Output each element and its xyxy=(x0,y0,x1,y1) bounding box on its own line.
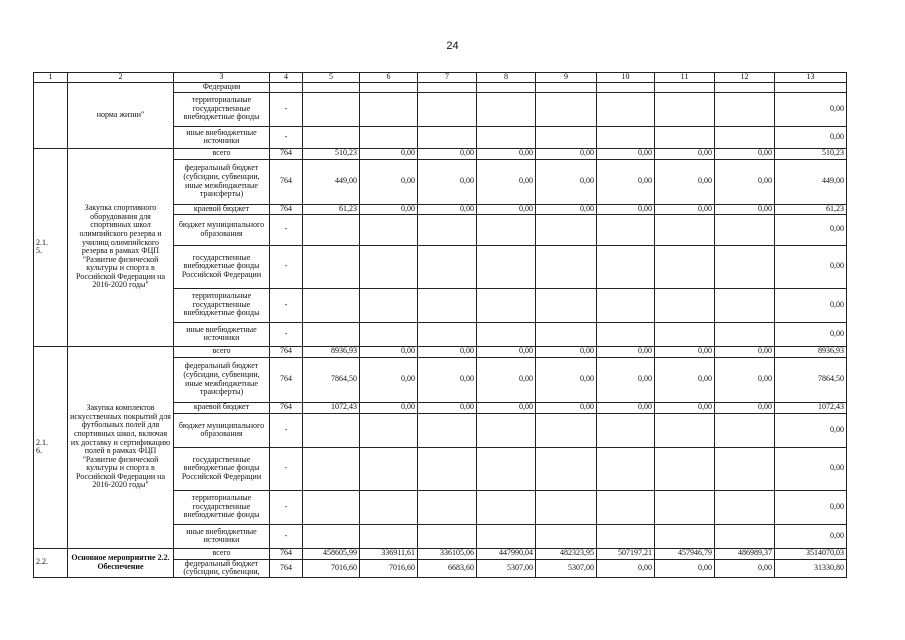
value-cell xyxy=(477,126,536,148)
value-cell xyxy=(303,245,360,288)
value-cell: 7016,60 xyxy=(303,559,360,577)
value-cell: 0,00 xyxy=(655,346,715,357)
total-cell: 510,23 xyxy=(775,148,847,159)
code: 764 xyxy=(270,148,303,159)
funding-source: федеральный бюджет (субсидии, субвенции, иные межбюджетные трансферты) xyxy=(174,357,270,402)
value-cell xyxy=(655,245,715,288)
table-row xyxy=(34,548,847,559)
code: - xyxy=(270,126,303,148)
value-cell xyxy=(477,447,536,490)
code: 764 xyxy=(270,204,303,214)
code: - xyxy=(270,92,303,126)
value-cell xyxy=(597,245,655,288)
funding-source: краевой бюджет xyxy=(174,204,270,214)
code: - xyxy=(270,214,303,245)
value-cell: 0,00 xyxy=(655,148,715,159)
total-cell: 0,00 xyxy=(775,413,847,447)
value-cell xyxy=(418,322,477,346)
funding-source: всего xyxy=(174,548,270,559)
value-cell xyxy=(715,447,775,490)
value-cell: 0,00 xyxy=(418,346,477,357)
value-cell: 7016,60 xyxy=(360,559,418,577)
funding-source: иные внебюджетные источники xyxy=(174,126,270,148)
code: - xyxy=(270,413,303,447)
value-cell xyxy=(536,322,597,346)
value-cell xyxy=(655,214,715,245)
total-cell: 0,00 xyxy=(775,214,847,245)
value-cell: 0,00 xyxy=(655,402,715,413)
value-cell: 457946,79 xyxy=(655,548,715,559)
value-cell: 0,00 xyxy=(360,159,418,204)
column-number: 13 xyxy=(775,73,847,83)
value-cell xyxy=(715,490,775,524)
value-cell xyxy=(715,83,775,93)
value-cell xyxy=(477,214,536,245)
value-cell xyxy=(536,214,597,245)
value-cell xyxy=(360,447,418,490)
item-name: Закупка спортивного оборудования для спортивных школ олимпийского резерва и училищ олимпийского резерва в рамках ФЦП "Развитие физической культуры и спорта в Российской Федерации на 2016-2020 годы" xyxy=(68,148,174,346)
value-cell: 0,00 xyxy=(655,159,715,204)
value-cell xyxy=(360,524,418,548)
value-cell xyxy=(360,83,418,93)
code: 764 xyxy=(270,159,303,204)
value-cell xyxy=(536,413,597,447)
item-name: Закупка комплектов искусственных покрытий для футбольных полей для спортивных школ, включая их доставку и сертификацию полей в рамках ФЦП "Развитие физической культуры и спорта в Российской Федерации на 2016-2020 годы" xyxy=(68,346,174,548)
value-cell: 0,00 xyxy=(597,204,655,214)
funding-source: бюджет муниципального образования xyxy=(174,413,270,447)
code: 764 xyxy=(270,548,303,559)
value-cell: 7864,50 xyxy=(303,357,360,402)
value-cell: 0,00 xyxy=(477,204,536,214)
value-cell xyxy=(655,92,715,126)
value-cell: 486989,37 xyxy=(715,548,775,559)
column-number: 11 xyxy=(655,73,715,83)
value-cell: 0,00 xyxy=(418,204,477,214)
code: - xyxy=(270,288,303,322)
value-cell xyxy=(597,126,655,148)
value-cell: 0,00 xyxy=(360,346,418,357)
value-cell: 0,00 xyxy=(715,357,775,402)
funding-source: государственные внебюджетные фонды Российской Федерации xyxy=(174,245,270,288)
funding-source: территориальные государственные внебюджетные фонды xyxy=(174,288,270,322)
table-row xyxy=(34,346,847,357)
value-cell: 0,00 xyxy=(477,159,536,204)
table-row xyxy=(34,148,847,159)
value-cell: 449,00 xyxy=(303,159,360,204)
value-cell xyxy=(655,83,715,93)
budget-table xyxy=(33,72,847,578)
value-cell: 0,00 xyxy=(597,159,655,204)
value-cell xyxy=(655,288,715,322)
total-cell: 449,00 xyxy=(775,159,847,204)
value-cell xyxy=(360,245,418,288)
value-cell xyxy=(360,322,418,346)
funding-source: территориальные государственные внебюджетные фонды xyxy=(174,92,270,126)
total-cell: 0,00 xyxy=(775,322,847,346)
value-cell: 482323,95 xyxy=(536,548,597,559)
value-cell xyxy=(477,322,536,346)
total-cell: 8936,93 xyxy=(775,346,847,357)
value-cell: 510,23 xyxy=(303,148,360,159)
value-cell xyxy=(303,490,360,524)
value-cell xyxy=(715,214,775,245)
value-cell xyxy=(303,126,360,148)
value-cell xyxy=(303,322,360,346)
value-cell: 0,00 xyxy=(536,204,597,214)
column-number: 12 xyxy=(715,73,775,83)
code: - xyxy=(270,245,303,288)
value-cell xyxy=(360,490,418,524)
value-cell xyxy=(418,447,477,490)
value-cell xyxy=(597,83,655,93)
item-number: 2.2. xyxy=(34,548,68,577)
value-cell: 0,00 xyxy=(360,357,418,402)
column-number: 2 xyxy=(68,73,174,83)
code: 764 xyxy=(270,357,303,402)
column-number: 3 xyxy=(174,73,270,83)
value-cell: 0,00 xyxy=(655,357,715,402)
column-number: 7 xyxy=(418,73,477,83)
value-cell: 336911,61 xyxy=(360,548,418,559)
value-cell xyxy=(715,524,775,548)
funding-source: бюджет муниципального образования xyxy=(174,214,270,245)
column-number: 5 xyxy=(303,73,360,83)
value-cell xyxy=(536,524,597,548)
column-number: 1 xyxy=(34,73,68,83)
value-cell: 5307,00 xyxy=(536,559,597,577)
value-cell: 0,00 xyxy=(536,346,597,357)
value-cell: 0,00 xyxy=(715,159,775,204)
value-cell xyxy=(418,245,477,288)
code: - xyxy=(270,322,303,346)
value-cell xyxy=(418,83,477,93)
value-cell: 61,23 xyxy=(303,204,360,214)
value-cell xyxy=(418,490,477,524)
total-cell: 0,00 xyxy=(775,92,847,126)
total-cell: 0,00 xyxy=(775,490,847,524)
value-cell xyxy=(536,288,597,322)
value-cell xyxy=(303,92,360,126)
value-cell xyxy=(655,524,715,548)
value-cell: 0,00 xyxy=(536,148,597,159)
code: 764 xyxy=(270,346,303,357)
value-cell: 0,00 xyxy=(597,559,655,577)
funding-source: всего xyxy=(174,148,270,159)
value-cell xyxy=(715,413,775,447)
value-cell: 0,00 xyxy=(418,148,477,159)
value-cell: 0,00 xyxy=(715,346,775,357)
value-cell xyxy=(597,524,655,548)
value-cell: 0,00 xyxy=(715,402,775,413)
funding-source: иные внебюджетные источники xyxy=(174,524,270,548)
funding-source: Федерации xyxy=(174,83,270,93)
value-cell xyxy=(303,524,360,548)
value-cell xyxy=(360,126,418,148)
value-cell xyxy=(536,490,597,524)
value-cell xyxy=(597,413,655,447)
value-cell: 0,00 xyxy=(477,402,536,413)
value-cell xyxy=(536,245,597,288)
value-cell: 0,00 xyxy=(360,204,418,214)
value-cell xyxy=(655,490,715,524)
code: - xyxy=(270,447,303,490)
value-cell: 0,00 xyxy=(360,402,418,413)
code: - xyxy=(270,490,303,524)
code: - xyxy=(270,524,303,548)
funding-source: федеральный бюджет (субсидии, субвенции, xyxy=(174,559,270,577)
code: 764 xyxy=(270,402,303,413)
value-cell: 0,00 xyxy=(655,559,715,577)
value-cell xyxy=(477,92,536,126)
column-number: 4 xyxy=(270,73,303,83)
value-cell xyxy=(418,126,477,148)
value-cell xyxy=(715,92,775,126)
value-cell: 6683,60 xyxy=(418,559,477,577)
value-cell: 0,00 xyxy=(597,357,655,402)
value-cell: 0,00 xyxy=(536,402,597,413)
total-cell: 0,00 xyxy=(775,126,847,148)
value-cell: 0,00 xyxy=(597,402,655,413)
value-cell xyxy=(536,92,597,126)
value-cell: 1072,43 xyxy=(303,402,360,413)
total-cell: 61,23 xyxy=(775,204,847,214)
value-cell xyxy=(536,83,597,93)
value-cell: 0,00 xyxy=(360,148,418,159)
value-cell xyxy=(597,322,655,346)
value-cell: 336105,06 xyxy=(418,548,477,559)
column-number: 10 xyxy=(597,73,655,83)
funding-source: иные внебюджетные источники xyxy=(174,322,270,346)
value-cell xyxy=(360,92,418,126)
value-cell: 458605,99 xyxy=(303,548,360,559)
total-cell: 0,00 xyxy=(775,288,847,322)
value-cell xyxy=(715,288,775,322)
value-cell xyxy=(655,322,715,346)
code: 764 xyxy=(270,559,303,577)
table-body xyxy=(34,73,847,578)
value-cell xyxy=(303,447,360,490)
value-cell xyxy=(597,288,655,322)
code xyxy=(270,83,303,93)
value-cell: 0,00 xyxy=(536,357,597,402)
column-number: 8 xyxy=(477,73,536,83)
value-cell xyxy=(715,245,775,288)
item-name: норма жизни" xyxy=(68,83,174,149)
value-cell: 0,00 xyxy=(715,559,775,577)
value-cell xyxy=(655,126,715,148)
value-cell xyxy=(303,83,360,93)
value-cell xyxy=(303,413,360,447)
value-cell xyxy=(536,126,597,148)
value-cell: 0,00 xyxy=(418,159,477,204)
item-number: 2.1. 6. xyxy=(34,346,68,548)
table-row xyxy=(34,83,847,93)
funding-source: всего xyxy=(174,346,270,357)
value-cell xyxy=(655,413,715,447)
value-cell: 0,00 xyxy=(477,148,536,159)
value-cell xyxy=(418,214,477,245)
value-cell: 0,00 xyxy=(715,148,775,159)
value-cell: 0,00 xyxy=(477,346,536,357)
value-cell: 0,00 xyxy=(536,159,597,204)
value-cell xyxy=(536,447,597,490)
value-cell: 0,00 xyxy=(418,402,477,413)
value-cell xyxy=(597,447,655,490)
value-cell xyxy=(597,92,655,126)
item-name: Основное мероприятие 2.2. Обеспечение xyxy=(68,548,174,577)
total-cell: 31330,80 xyxy=(775,559,847,577)
total-cell: 0,00 xyxy=(775,524,847,548)
value-cell xyxy=(715,322,775,346)
value-cell xyxy=(418,92,477,126)
item-number: 2.1. 5. xyxy=(34,148,68,346)
value-cell xyxy=(360,413,418,447)
value-cell xyxy=(477,83,536,93)
total-cell: 7864,50 xyxy=(775,357,847,402)
value-cell xyxy=(477,245,536,288)
page-number: 24 xyxy=(446,40,459,52)
value-cell xyxy=(418,288,477,322)
value-cell xyxy=(477,288,536,322)
value-cell xyxy=(715,126,775,148)
value-cell: 0,00 xyxy=(597,148,655,159)
total-cell: 0,00 xyxy=(775,447,847,490)
funding-source: краевой бюджет xyxy=(174,402,270,413)
value-cell xyxy=(418,524,477,548)
value-cell xyxy=(303,214,360,245)
value-cell xyxy=(418,413,477,447)
value-cell xyxy=(477,413,536,447)
value-cell xyxy=(360,288,418,322)
funding-source: государственные внебюджетные фонды Российской Федерации xyxy=(174,447,270,490)
value-cell: 5307,00 xyxy=(477,559,536,577)
value-cell xyxy=(597,490,655,524)
funding-source: территориальные государственные внебюджетные фонды xyxy=(174,490,270,524)
value-cell: 0,00 xyxy=(655,204,715,214)
funding-source: федеральный бюджет (субсидии, субвенции, иные межбюджетные трансферты) xyxy=(174,159,270,204)
total-cell: 3514070,03 xyxy=(775,548,847,559)
column-number: 9 xyxy=(536,73,597,83)
item-number xyxy=(34,83,68,149)
value-cell: 0,00 xyxy=(477,357,536,402)
value-cell xyxy=(597,214,655,245)
value-cell xyxy=(303,288,360,322)
total-cell: 0,00 xyxy=(775,245,847,288)
total-cell: 1072,43 xyxy=(775,402,847,413)
value-cell: 8936,93 xyxy=(303,346,360,357)
value-cell: 0,00 xyxy=(715,204,775,214)
value-cell xyxy=(360,214,418,245)
value-cell: 447990,04 xyxy=(477,548,536,559)
value-cell xyxy=(477,524,536,548)
value-cell xyxy=(477,490,536,524)
column-number-row xyxy=(34,73,847,83)
column-number: 6 xyxy=(360,73,418,83)
value-cell: 507197,21 xyxy=(597,548,655,559)
value-cell: 0,00 xyxy=(418,357,477,402)
total-cell xyxy=(775,83,847,93)
value-cell: 0,00 xyxy=(597,346,655,357)
value-cell xyxy=(655,447,715,490)
